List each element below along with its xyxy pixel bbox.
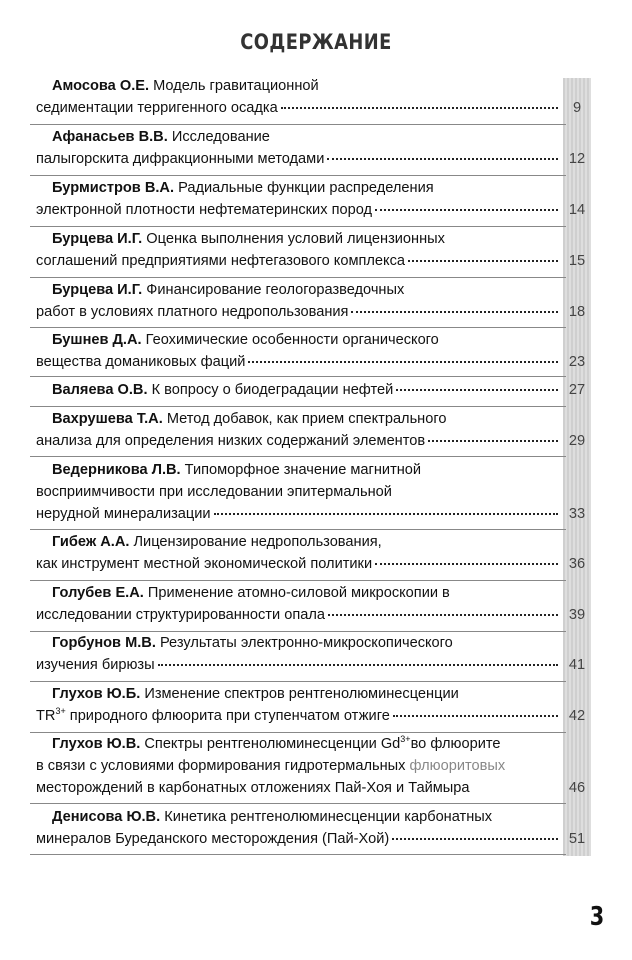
toc-entry[interactable] [36,329,562,373]
dot-leader [328,614,558,616]
entry-title: Геохимические особенности органического [145,332,439,348]
divider [30,580,566,581]
entry-title-end: как инструмент местной экономической политики [36,556,373,572]
entry-title-end: природного флюорита при ступенчатом отжиге [65,708,390,724]
entry-title: Применение атомно-силовой микроскопии в [147,585,450,601]
divider [30,226,566,227]
entry-title: Оценка выполнения условий лицензионных [146,231,445,247]
entry-author: Голубев Е.А. [52,585,144,601]
page-number: 29 [568,433,586,449]
toc-entry[interactable] [36,279,562,323]
toc-entry[interactable] [36,806,562,850]
divider [30,529,566,530]
entry-title-end: месторождений в карбонатных отложениях Пай-Хоя и Таймыра [36,780,470,796]
entry-title: Модель гравитационной [153,78,319,94]
entry-title-end: нерудной минерализации [36,506,211,522]
page-number: 18 [568,304,586,320]
divider [30,175,566,176]
dot-leader [351,311,558,313]
entry-title: Радиальные функции распределения [178,180,434,196]
contents-heading: СОДЕРЖАНИЕ [240,30,392,54]
entry-title-end: работ в условиях платного недропользования [36,304,349,320]
entry-title-end: анализа для определения низких содержаний элементов [36,433,426,449]
entry-author: Гибеж А.А. [52,534,130,550]
entry-author: Бушнев Д.А. [52,332,142,348]
entry-author: Амосова О.Е. [52,78,150,94]
entry-author: Ведерникова Л.В. [52,462,181,478]
page-number: 14 [568,202,586,218]
entry-title: К вопросу о биодеградации нефтей [151,382,394,398]
dot-leader [428,440,558,442]
entry-title-end: палыгорскита дифракционными методами [36,151,325,167]
entry-title: Исследование [171,129,270,145]
entry-author: Горбунов М.В. [52,635,156,651]
entry-title: Кинетика рентгенолюминесценции карбонатных [164,809,493,825]
entry-title: Финансирование геологоразведочных [146,282,405,298]
entry-author: Денисова Ю.В. [52,809,161,825]
page-number: 39 [568,607,586,623]
entry-author: Глухов Ю.В. [52,736,141,752]
page-number-strip [563,78,591,856]
toc-entry[interactable] [36,531,562,575]
toc-entry[interactable] [36,126,562,170]
toc-entry[interactable] [36,75,562,119]
page-number: 41 [568,657,586,673]
entry-title: во флюорите [410,736,501,752]
dot-leader [158,664,558,666]
toc-entry[interactable] [36,582,562,626]
page-number: 42 [568,708,586,724]
divider [30,681,566,682]
dot-leader [281,107,558,109]
dot-leader [396,389,558,391]
entry-title-middle: в связи с условиями формирования гидротермальных [36,758,410,774]
toc-entry[interactable] [36,683,562,727]
entry-title-end: TR [36,708,56,724]
dot-leader [375,209,558,211]
dot-leader [327,158,558,160]
page-number: 27 [568,382,586,398]
entry-title-end: изучения бирюзы [36,657,155,673]
entry-title-middle: флюоритовых [409,758,506,774]
page-number: 15 [568,253,586,269]
divider [30,327,566,328]
divider [30,854,566,855]
entry-title-end: минералов Буреданского месторождения (Пай-Хой) [36,831,390,847]
superscript: 3+ [55,706,66,717]
toc-entry[interactable] [36,177,562,221]
dot-leader [393,715,558,717]
page-number: 23 [568,354,586,370]
entry-author: Афанасьев В.В. [52,129,168,145]
entry-author: Глухов Ю.Б. [52,686,141,702]
divider [30,406,566,407]
page-number: 9 [572,100,582,116]
dot-leader [392,838,558,840]
page-number: 36 [568,556,586,572]
toc-entry[interactable] [36,632,562,676]
divider [30,376,566,377]
entry-title-middle: восприимчивости при исследовании эпитермальной [36,484,392,500]
page-folio: 3 [589,902,605,932]
divider [30,124,566,125]
divider [30,803,566,804]
entry-title-end: электронной плотности нефтематеринских пород [36,202,373,218]
entry-title-end: исследовании структурированности опала [36,607,325,623]
toc-entry[interactable] [36,228,562,272]
toc-entry[interactable] [36,379,562,401]
dot-leader [248,361,558,363]
dot-leader [214,513,558,515]
entry-title: Лицензирование недропользования, [133,534,382,550]
entry-author: Бурмистров В.А. [52,180,175,196]
toc-entry[interactable] [36,408,562,452]
toc-entry[interactable] [36,459,562,525]
entry-title: Изменение спектров рентгенолюминесценции [144,686,459,702]
page-number: 12 [568,151,586,167]
entry-author: Вахрушева Т.А. [52,411,163,427]
entry-title: Типоморфное значение магнитной [184,462,422,478]
entry-author: Бурцева И.Г. [52,231,143,247]
entry-title-end: вещества доманиковых фаций [36,354,246,370]
entry-title: Результаты электронно-микроскопического [159,635,453,651]
divider [30,456,566,457]
entry-title: Спектры рентгенолюминесценции Gd [144,736,401,752]
entry-title: Метод добавок, как прием спектрального [166,411,447,427]
page-number: 51 [568,831,586,847]
toc-entry[interactable] [36,733,562,799]
dot-leader [408,260,558,262]
page-number: 46 [568,780,586,796]
entry-author: Валяева О.В. [52,382,148,398]
entry-author: Бурцева И.Г. [52,282,143,298]
entry-title-end: седиментации терригенного осадка [36,100,278,116]
divider [30,277,566,278]
entry-title-end: соглашений предприятиями нефтегазового комплекса [36,253,406,269]
superscript: 3+ [400,734,411,745]
dot-leader [375,563,558,565]
page-number: 33 [568,506,586,522]
